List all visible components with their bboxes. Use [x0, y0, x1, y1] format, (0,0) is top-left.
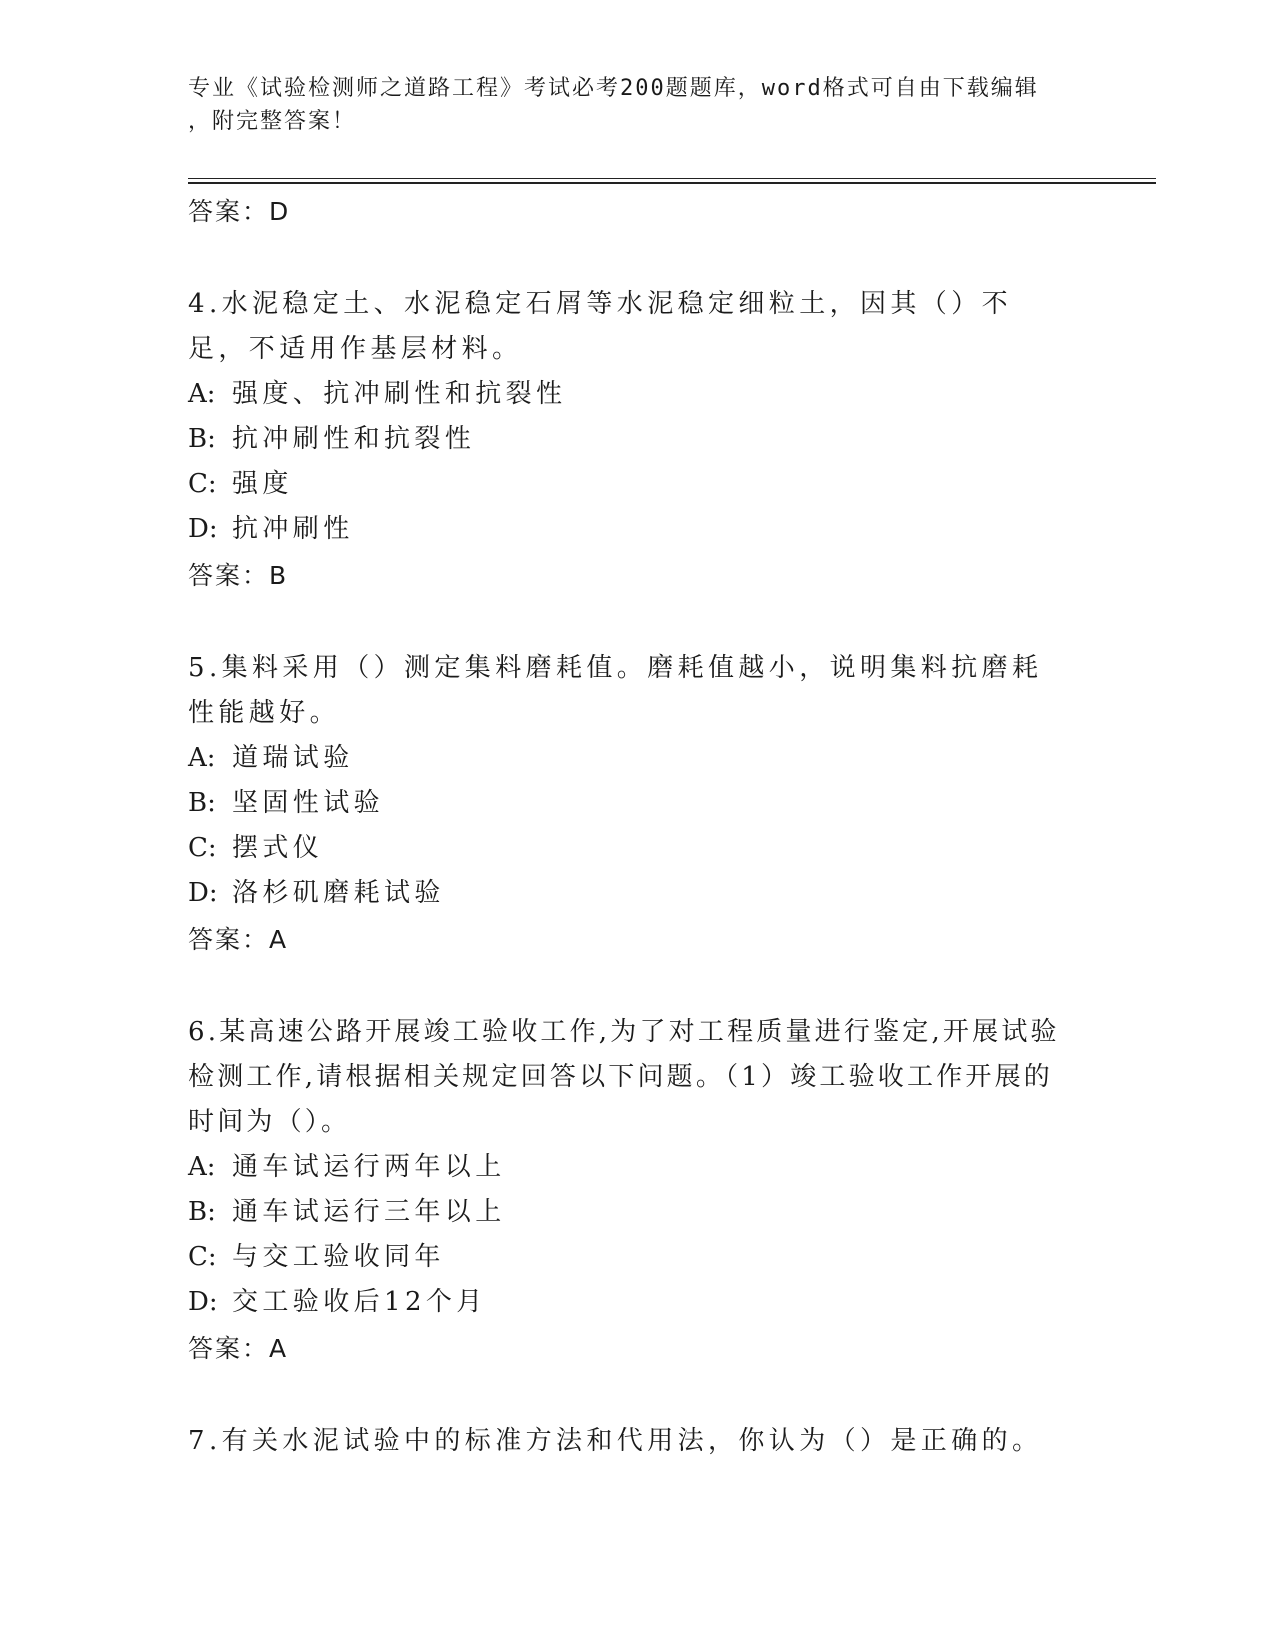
- option-c: [188, 1235, 1068, 1280]
- option-text: 通车试运行三年以上: [232, 1197, 506, 1227]
- option-key: A:: [188, 1152, 216, 1182]
- question-text: 4.水泥稳定土、水泥稳定石屑等水泥稳定细粒土，因其（）不足，不适用作基层材料。: [188, 289, 1013, 364]
- option-text: 道瑞试验: [232, 743, 354, 773]
- option-text: 抗冲刷性和抗裂性: [232, 424, 476, 454]
- question-text: 6.某高速公路开展竣工验收工作,为了对工程质量进行鉴定,开展试验检测工作,请根据相关规定回答以下问题。（1）竣工验收工作开展的时间为（）。: [188, 1017, 1060, 1137]
- option-b: [188, 417, 1068, 462]
- option-key: B:: [188, 424, 216, 454]
- option-key: B:: [188, 788, 216, 818]
- question-5: [188, 646, 1068, 958]
- answer: 答案：A: [188, 925, 289, 954]
- option-d: [188, 1280, 1068, 1325]
- option-text: 抗冲刷性: [232, 514, 354, 544]
- option-a: [188, 736, 1068, 781]
- option-text: 摆式仪: [232, 833, 324, 863]
- option-key: D:: [188, 878, 218, 908]
- option-key: D:: [188, 1287, 218, 1317]
- header-line-1: 专业《试验检测师之道路工程》考试必考200题题库，word格式可自由下载编辑: [188, 76, 1039, 101]
- option-c: [188, 462, 1068, 507]
- option-text: 强度: [232, 469, 293, 499]
- option-text: 与交工验收同年: [232, 1242, 445, 1272]
- answer: 答案：A: [188, 1334, 289, 1363]
- question-6: [188, 1010, 1068, 1367]
- option-b: [188, 781, 1068, 826]
- option-text: 通车试运行两年以上: [232, 1152, 506, 1182]
- option-key: C:: [188, 1242, 217, 1272]
- option-c: [188, 826, 1068, 871]
- option-d: [188, 507, 1068, 552]
- header-line-2: ，附完整答案！: [188, 109, 357, 134]
- question-text: 7.有关水泥试验中的标准方法和代用法，你认为（）是正确的。: [188, 1426, 1043, 1456]
- option-text: 洛杉矶磨耗试验: [232, 878, 445, 908]
- option-key: A:: [188, 743, 216, 773]
- question-list: [188, 190, 1068, 1464]
- question-text: 5.集料采用（）测定集料磨耗值。磨耗值越小，说明集料抗磨耗性能越好。: [188, 653, 1043, 728]
- header-divider: [188, 178, 1156, 184]
- option-d: [188, 871, 1068, 916]
- document-header: [188, 72, 1088, 138]
- question-4: [188, 282, 1068, 594]
- option-text: 交工验收后12个月: [232, 1287, 487, 1317]
- prev-answer: 答案：D: [188, 197, 291, 226]
- option-text: 强度、抗冲刷性和抗裂性: [232, 379, 567, 409]
- question-7: [188, 1419, 1068, 1464]
- option-key: D:: [188, 514, 218, 544]
- option-key: C:: [188, 469, 217, 499]
- option-a: [188, 1145, 1068, 1190]
- option-key: A:: [188, 379, 216, 409]
- option-text: 坚固性试验: [232, 788, 385, 818]
- option-b: [188, 1190, 1068, 1235]
- answer: 答案：B: [188, 561, 289, 590]
- option-a: [188, 372, 1068, 417]
- option-key: B:: [188, 1197, 216, 1227]
- option-key: C:: [188, 833, 217, 863]
